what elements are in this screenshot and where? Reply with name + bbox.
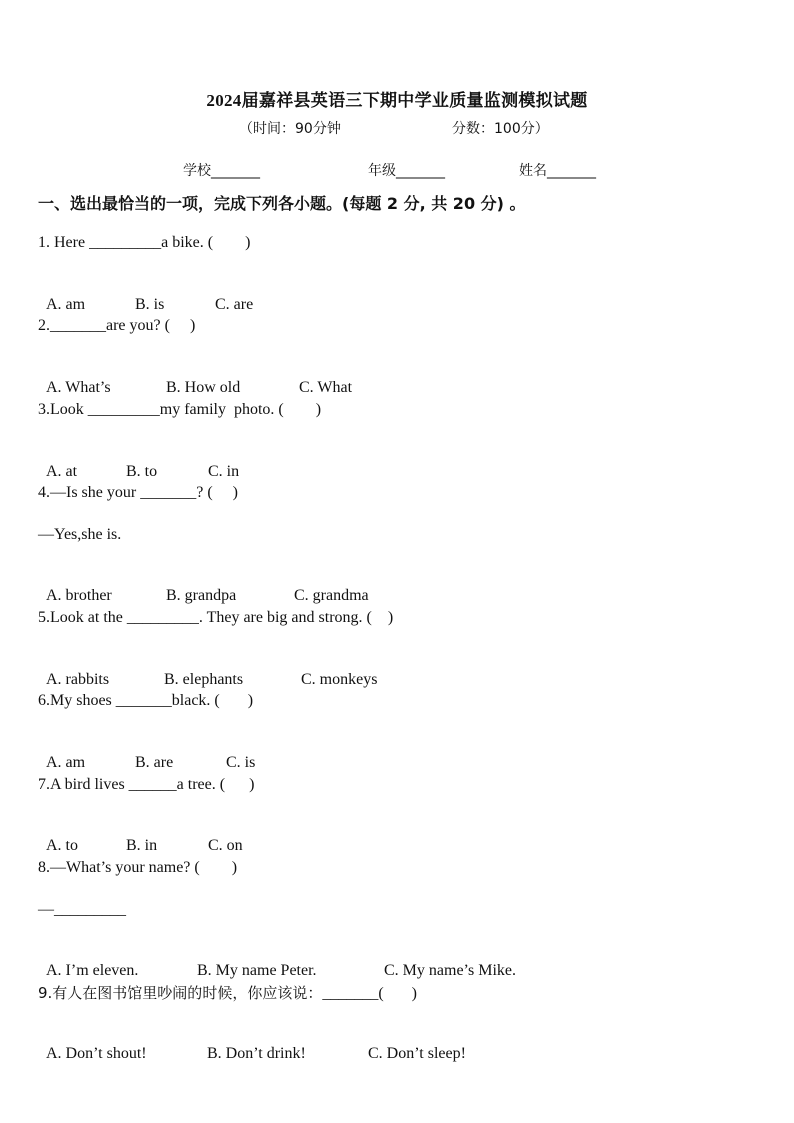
options-9 <box>38 1024 466 1064</box>
option-b: B. to <box>126 463 158 480</box>
question-5: 5.Look at the _________. They are big and strong. ( ) <box>38 609 394 626</box>
option-c: C. Don’t sleep! <box>368 1045 466 1062</box>
option-b: B. are <box>135 754 174 771</box>
grade-field: 年级_______ <box>368 163 445 179</box>
exam-title: 2024届嘉祥县英语三下期中学业质量监测模拟试题 <box>206 91 588 110</box>
option-b: B. grandpa <box>166 587 237 604</box>
options-4 <box>38 566 369 606</box>
question-4-answer-line: —Yes,she is. <box>38 526 122 543</box>
option-c: C. are <box>215 296 254 313</box>
question-1: 1. Here _________a bike. ( ) <box>38 234 251 251</box>
option-b: B. Don’t drink! <box>207 1045 306 1062</box>
option-a: A. to <box>46 837 78 854</box>
option-b: B. elephants <box>164 671 244 688</box>
question-6: 6.My shoes _______black. ( ) <box>38 692 254 709</box>
option-a: A. am <box>46 754 86 771</box>
options-3 <box>38 442 239 482</box>
exam-time: （时间：90分钟 <box>239 121 341 137</box>
option-a: A. rabbits <box>46 671 110 688</box>
options-7 <box>38 816 243 856</box>
option-c: C. What <box>299 379 353 396</box>
option-c: C. is <box>226 754 256 771</box>
option-a: A. I’m eleven. <box>46 962 139 979</box>
options-5 <box>38 650 377 690</box>
options-8 <box>38 941 516 981</box>
question-3: 3.Look _________my family photo. ( ) <box>38 401 322 418</box>
option-a: A. What’s <box>46 379 111 396</box>
option-a: A. at <box>46 463 78 480</box>
section-heading: 一、选出最恰当的一项，完成下列各小题。(每题 2 分, 共 20 分) 。 <box>38 194 526 213</box>
question-4: 4.—Is she your _______? ( ) <box>38 484 238 501</box>
question-8: 8.—What’s your name? ( ) <box>38 859 238 876</box>
option-c: C. in <box>208 463 240 480</box>
option-c: C. monkeys <box>301 671 378 688</box>
question-9-text: 9.有人在图书馆里吵闹的时候，你应该说： <box>38 984 323 1002</box>
name-field: 姓名_______ <box>519 163 596 179</box>
option-b: B. in <box>126 837 158 854</box>
question-8-answer-line: —_________ <box>38 901 126 918</box>
exam-score: 分数：100分） <box>452 121 549 137</box>
options-2 <box>38 358 352 398</box>
option-c: C. on <box>208 837 243 854</box>
question-2: 2._______are you? ( ) <box>38 317 196 334</box>
question-7: 7.A bird lives ______a tree. ( ) <box>38 776 255 793</box>
options-1 <box>38 275 253 315</box>
option-a: A. am <box>46 296 86 313</box>
option-b: B. is <box>135 296 165 313</box>
option-a: A. brother <box>46 587 112 604</box>
school-field: 学校_______ <box>183 163 260 179</box>
option-c: C. grandma <box>294 587 369 604</box>
question-9 <box>38 983 417 1004</box>
options-6 <box>38 733 255 773</box>
question-9-blank: _______( ) <box>322 985 417 1002</box>
option-b: B. My name Peter. <box>197 962 317 979</box>
option-b: B. How old <box>166 379 241 396</box>
option-a: A. Don’t shout! <box>46 1045 147 1062</box>
option-c: C. My name’s Mike. <box>384 962 516 979</box>
